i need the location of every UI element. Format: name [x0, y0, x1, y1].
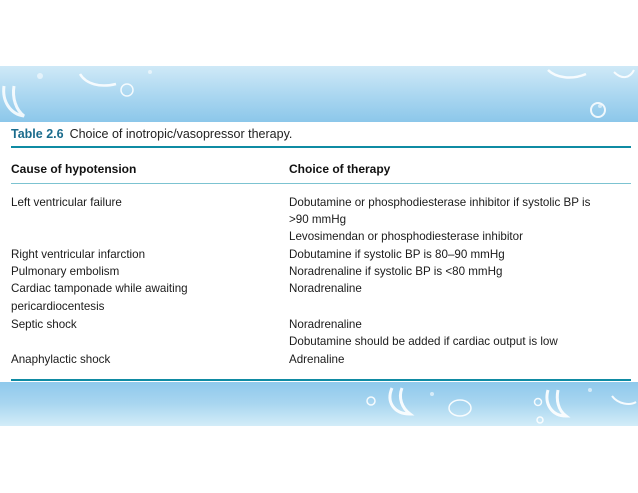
cause-septic-shock: Septic shock	[11, 318, 77, 331]
therapy-septic-shock-line-1: Noradrenaline	[289, 318, 362, 331]
cause-cardiac-tamponade: Cardiac tamponade while awaiting	[11, 282, 188, 295]
table-header-rule	[11, 183, 631, 184]
table-label: Table 2.6	[11, 127, 64, 141]
therapy-pulmonary-embolism: Noradrenaline if systolic BP is <80 mmHg	[289, 265, 503, 278]
water-droplets-decoration-bottom	[0, 382, 638, 426]
therapy-septic-shock-line-2: Dobutamine should be added if cardiac output is low	[289, 335, 558, 348]
cause-cardiac-tamponade-cont: pericardiocentesis	[11, 300, 105, 313]
therapy-lvf-line-3: Levosimendan or phosphodiesterase inhibitor	[289, 230, 523, 243]
therapy-lvf-line-2: >90 mmHg	[289, 213, 347, 226]
header-therapy: Choice of therapy	[289, 162, 391, 176]
decorative-top-band	[0, 66, 638, 122]
table-caption	[11, 127, 292, 141]
decorative-bottom-band	[0, 382, 638, 426]
therapy-lvf-line-1: Dobutamine or phosphodiesterase inhibitor if systolic BP is	[289, 196, 591, 209]
slide	[0, 66, 638, 426]
table-caption-text: Choice of inotropic/vasopressor therapy.	[69, 127, 293, 141]
therapy-anaphylactic-shock: Adrenaline	[289, 353, 345, 366]
table-top-rule	[11, 146, 631, 148]
therapy-rv-infarction: Dobutamine if systolic BP is 80–90 mmHg	[289, 248, 505, 261]
header-cause: Cause of hypotension	[11, 162, 137, 176]
table-bottom-rule	[11, 379, 631, 381]
water-droplets-decoration	[0, 66, 638, 122]
therapy-cardiac-tamponade: Noradrenaline	[289, 282, 362, 295]
cause-pulmonary-embolism: Pulmonary embolism	[11, 265, 120, 278]
cause-anaphylactic-shock: Anaphylactic shock	[11, 353, 111, 366]
cause-left-ventricular-failure: Left ventricular failure	[11, 196, 122, 209]
cause-right-ventricular-infarction: Right ventricular infarction	[11, 248, 146, 261]
